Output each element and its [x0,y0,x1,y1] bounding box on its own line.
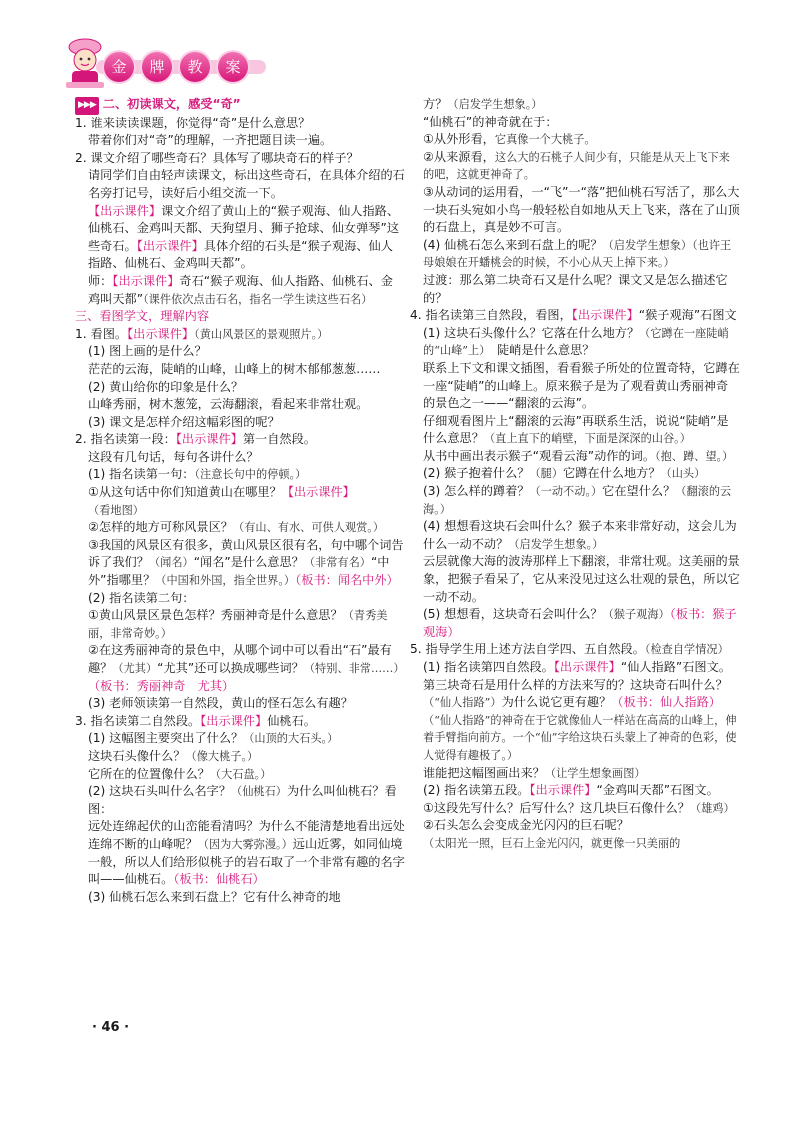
left-column [75,96,405,906]
chef-mascot-icon [60,38,110,92]
body-text: (4) 想想看这块石会叫什么？猴子本来非常好动，这会儿为什么一动不动？ [423,519,737,551]
body-text: 具体介绍的石头是“猴子观海、仙人指路、仙桃石、金鸡叫天都”。 [88,238,393,271]
body-text: (1) 指名读第四自然段。 [423,660,554,674]
highlight-text: 【出示课件】 [553,660,621,674]
note-text: （太阳光一照，巨石上金光闪闪，就更像一只美丽的 [423,836,681,850]
paragraph [410,641,740,659]
banner-char: 牌 [142,52,172,82]
paragraph [410,413,740,448]
paragraph: ②石头怎么会变成金光闪闪的巨石呢？ [423,818,629,833]
paragraph [410,712,740,765]
note-text: （看地图） [88,503,144,517]
body-text: ①黄山风景区景色怎样？秀丽神奇是什么意思？ [88,608,343,623]
paragraph: 请同学们自由轻声读课文，标出这些奇石，在具体介绍的石名旁打记号，读好后小组交流一下。 [88,168,405,200]
paragraph [410,800,740,818]
note-text: （非常有名） [303,556,371,570]
body-text: (5) 想想看，这块奇石会叫什么？ [423,607,603,622]
body-text: 方？ [423,97,448,111]
paragraph: (1) 图上画的是什么？ [88,344,207,359]
body-text: 4. 指名读第三自然段，看图， [410,308,572,323]
body-text: ③我国的风景区有很多，黄山风景区很有名，句中哪个词告诉了我们？ [88,537,404,570]
body-text: 5. 指导学生用上述方法自学四、五自然段。 [410,642,645,657]
highlight-text: 【出示课件】 [136,238,204,253]
body-text: 远山近雾，如同仙境一般，所以人们给形似桃子的岩石取了一个非常有趣的名字叫——仙桃石。 [88,836,405,887]
body-text: (3) 怎么样的蹲着？ [423,484,530,499]
note-text: （中国和外国，指全世界。） [155,574,296,588]
paragraph [75,713,405,731]
note-text: （“仙人指路”） [423,696,502,710]
body-text: 它在望什么？ [602,484,676,499]
paragraph [410,96,740,114]
body-text: 远处连绵起伏的山峦能看清吗？为什么不能清楚地看出远处连绵不断的山峰呢？ [88,819,405,851]
paragraph [410,677,740,712]
paragraph [75,818,405,888]
note-text: （特别、非常……） [303,662,405,675]
body-text: (2) 猴子抱着什么？ [423,466,530,481]
paragraph [75,748,405,766]
paragraph [75,308,405,326]
paragraph [75,783,405,818]
body-text: 它所在的位置像什么？ [88,766,210,781]
banner-char: 教 [180,52,210,82]
paragraph [410,765,740,783]
body-text: 从书中画出表示猴子“观看云海”动作的词。 [423,448,656,463]
body-text: “中外”指哪里？ [88,555,390,588]
paragraph [410,518,740,553]
page-number: · 46 · [92,1020,130,1035]
banner-char: 案 [218,52,248,82]
body-text: ①从外形看， [423,132,495,147]
note-text: （尤其） [112,662,158,675]
body-text: “尤其”还可以换成哪些词？ [157,661,304,675]
body-text: 第三块奇石是用什么样的方法来写的？这块奇石叫什么？ [423,677,728,692]
note-text: （闻名） [148,556,194,570]
paragraph: 过渡：那么第二块奇石又是什么呢？课文又是怎么描述它的？ [423,272,728,305]
paragraph [75,642,405,695]
note-text: 它真像一个大桃子。 [494,133,596,147]
paragraph: 1. 谁来读读课题，你觉得“奇”是什么意思？ [75,115,311,130]
body-text: (1) 指名读第一句： [88,467,195,482]
body-text: (2) 这块石头叫什么名字？ [88,784,232,799]
paragraph [75,537,405,590]
section-heading: 二、初读课文，感受“奇” [102,97,241,111]
note-text: 这么大的石桃子人间少有，只能是从天上飞下来的吧，这就更神奇了。 [423,150,730,182]
body-text: 为什么叫仙桃石？看图： [88,784,397,816]
body-text: ②在这秀丽神奇的景色中，从哪个词中可以看出“石”最有趣？ [88,643,392,675]
paragraph: 带着你们对“奇”的理解，一齐把题目读一遍。 [88,133,333,148]
paragraph: “仙桃石”的神奇就在于： [423,114,558,129]
paragraph: 茫茫的云海，陡峭的山峰，山峰上的树木郁郁葱葱…… [88,361,381,376]
body-text: 3. 指名读第二自然段。 [75,713,201,728]
note-text: （让学生想象画图） [544,766,646,780]
body-text: (1) 这幅图主要突出了什么？ [88,731,244,746]
gold-plan-banner [104,52,256,82]
paragraph [75,730,405,748]
note-text: （检查自学情况） [644,643,729,657]
body-text: “金鸡叫天都”石图文。 [596,783,719,798]
highlight-text: 【出示课件】 [200,713,268,728]
body-text: 课文介绍了黄山上的“猴子观海、仙人指路、仙桃石、金鸡叫天都、天狗望月、狮子抢球、仙女弹琴”这些奇石。 [88,203,400,253]
paragraph: (2) 黄山给你的印象是什么？ [88,379,244,394]
paragraph [75,466,405,484]
paragraph [75,273,405,308]
note-text: （像大桃子。） [185,749,259,763]
body-text: “仙人指路”石图文。 [620,660,731,674]
body-text: “闻名”是什么意思？ [193,555,304,570]
body-text: ②怎样的地方可称风景区？ [88,520,233,535]
section-heading: 三、看图学文，理解内容 [75,309,210,324]
highlight-text: （板书：闻名中外） [295,573,399,588]
note-text: （黄山风景区的景观照片。） [194,327,329,341]
body-text: 为什么说它更有趣？ [501,695,612,710]
paragraph: 2. 课文介绍了哪些奇石？具体写了哪块奇石的样子？ [75,150,359,165]
body-text: 师： [88,273,113,288]
note-text: （山头） [660,467,706,481]
paragraph [75,96,405,115]
paragraph: 联系上下文和课文插图，看看猴子所处的位置奇特，它蹲在一座“陡峭”的山峰上。原来猴子是为了观看黄山秀丽神奇的景色之一——“翻滚的云海”。 [423,360,740,411]
body-text: 陡峭是什么意思？ [484,343,595,358]
body-text: (4) 仙桃石怎么来到石盘上的呢？ [423,237,603,252]
paragraph [75,484,405,519]
paragraph [410,131,740,149]
paragraph: 山峰秀丽，树木葱笼，云海翻滚，看起来非常壮观。 [88,397,369,412]
paragraph [75,607,405,642]
body-text: 奇石“猴子观海、仙人指路、仙桃石、金鸡叫天都” [88,273,393,306]
note-text: （课件依次点击石名，指名一学生读这些石名） [143,292,373,306]
body-text: 仙桃石。 [267,713,316,728]
note-text: （一动不动。） [529,485,603,499]
note-text: （猴子观海） [602,608,670,622]
note-text: （启发学生想象。） [508,537,604,551]
paragraph [410,835,740,853]
paragraph [75,431,405,449]
note-text: （因为大雾弥漫。） [197,837,293,851]
note-text: （仙桃石） [231,785,287,799]
note-text: （“仙人指路”的神奇在于它就像仙人一样站在高高的山峰上，伸着手臂指向前方。一个“仙”字给这块石头蒙上了神奇的色彩，使人觉得有趣极了。） [423,713,737,762]
note-text: （有山、有水、可供人观赏。） [233,521,385,535]
paragraph [75,519,405,537]
section-arrow-icon: ▶▶▶ [75,97,99,115]
body-text: 1. 看图。 [75,326,128,341]
paragraph: (2) 指名读第二句： [88,590,195,605]
note-text: （注意长句中的停顿。） [194,468,307,482]
body-text: “猴子观海”石图文 [638,308,737,323]
body-text: ②从来源看， [423,149,495,164]
highlight-text: 【出示课件】 [112,273,180,288]
highlight-text: 【出示课件】 [127,326,195,341]
paragraph [410,659,740,677]
highlight-text: 【出示课件】 [281,485,355,500]
body-text: 第一自然段。 [242,432,316,447]
paragraph [75,326,405,344]
body-text: (1) 这块石头像什么？它落在什么地方？ [423,325,640,340]
note-text: （启发学生想象。） [447,98,543,111]
body-text: 谁能把这幅图画出来？ [423,765,545,780]
paragraph [410,448,740,466]
highlight-text: （板书：秀丽神奇 尤其） [88,678,235,693]
body-text: ①从这句话中你们知道黄山在哪里？ [88,485,282,500]
paragraph [410,149,740,184]
highlight-text: （板书：仙桃石） [173,872,265,887]
paragraph: (3) 课文是怎样介绍这幅彩图的呢？ [88,414,280,429]
highlight-text: 【出示课件】 [175,432,243,447]
note-text: （启发学生想象）（也许王母娘娘在开蟠桃会的时候，不小心从天上掉下来。） [423,238,732,270]
paragraph: (3) 老师领读第一自然段，黄山的怪石怎么有趣？ [88,696,353,711]
note-text: （直上直下的峭壁，下面是深深的山谷。） [483,432,691,446]
note-text: （抱、蹲、望。） [655,449,734,463]
highlight-text: 【出示课件】 [529,783,597,798]
note-text: （青秀美丽，非常奇妙。） [88,609,388,640]
paragraph [410,606,740,641]
body-text: 它蹲在什么地方？ [563,466,661,481]
page-header [60,38,780,94]
note-text: （大石盘。） [209,767,272,781]
right-column [410,96,740,853]
paragraph [410,782,740,800]
body-text: (2) 指名读第五段。 [423,783,530,798]
body-text: 这块石头像什么？ [88,748,186,763]
highlight-text: 【出示课件】 [88,203,162,218]
highlight-text: （板书：仙人指路） [611,695,721,710]
body-text: ①这段先写什么？后写什么？这几块巨石像什么？ [423,800,690,815]
paragraph [410,307,740,325]
paragraph [410,237,740,272]
body-text: 仔细观看图片上“翻滚的云海”再联系生活，说说“陡峭”是什么意思？ [423,413,729,446]
paragraph: (3) 仙桃石怎么来到石盘上？它有什么神奇的地 [88,889,341,904]
paragraph [75,766,405,784]
paragraph [410,325,740,360]
note-text: （它蹲在一座陡峭的“山峰”上） [423,326,729,358]
body-text: 2. 指名读第一段： [75,432,176,447]
paragraph: ③从动词的运用看，一“飞”一“落”把仙桃石写活了，那么大一块石头宛如小鸟一般轻松自如地从天上飞来，落在了山顶的石盘上，真是妙不可言。 [423,184,740,235]
paragraph [75,203,405,273]
paragraph: 云层就像大海的波涛那样上下翻滚，非常壮观。这美丽的景象，把猴子看呆了，它从来没见过这么壮观的景色，所以它一动不动。 [423,554,740,604]
highlight-text: （板书：猴子观海） [423,607,737,639]
paragraph [410,465,740,483]
note-text: （山顶的大石头。） [243,732,339,746]
note-text: （雄鸡） [689,801,735,815]
banner-char: 金 [104,52,134,82]
paragraph: 这段有几句话，每句各讲什么？ [88,449,259,464]
note-text: （腿） [529,467,564,481]
highlight-text: 【出示课件】 [571,308,639,323]
paragraph [410,483,740,518]
note-text: （翻滚的云海。） [423,485,732,516]
